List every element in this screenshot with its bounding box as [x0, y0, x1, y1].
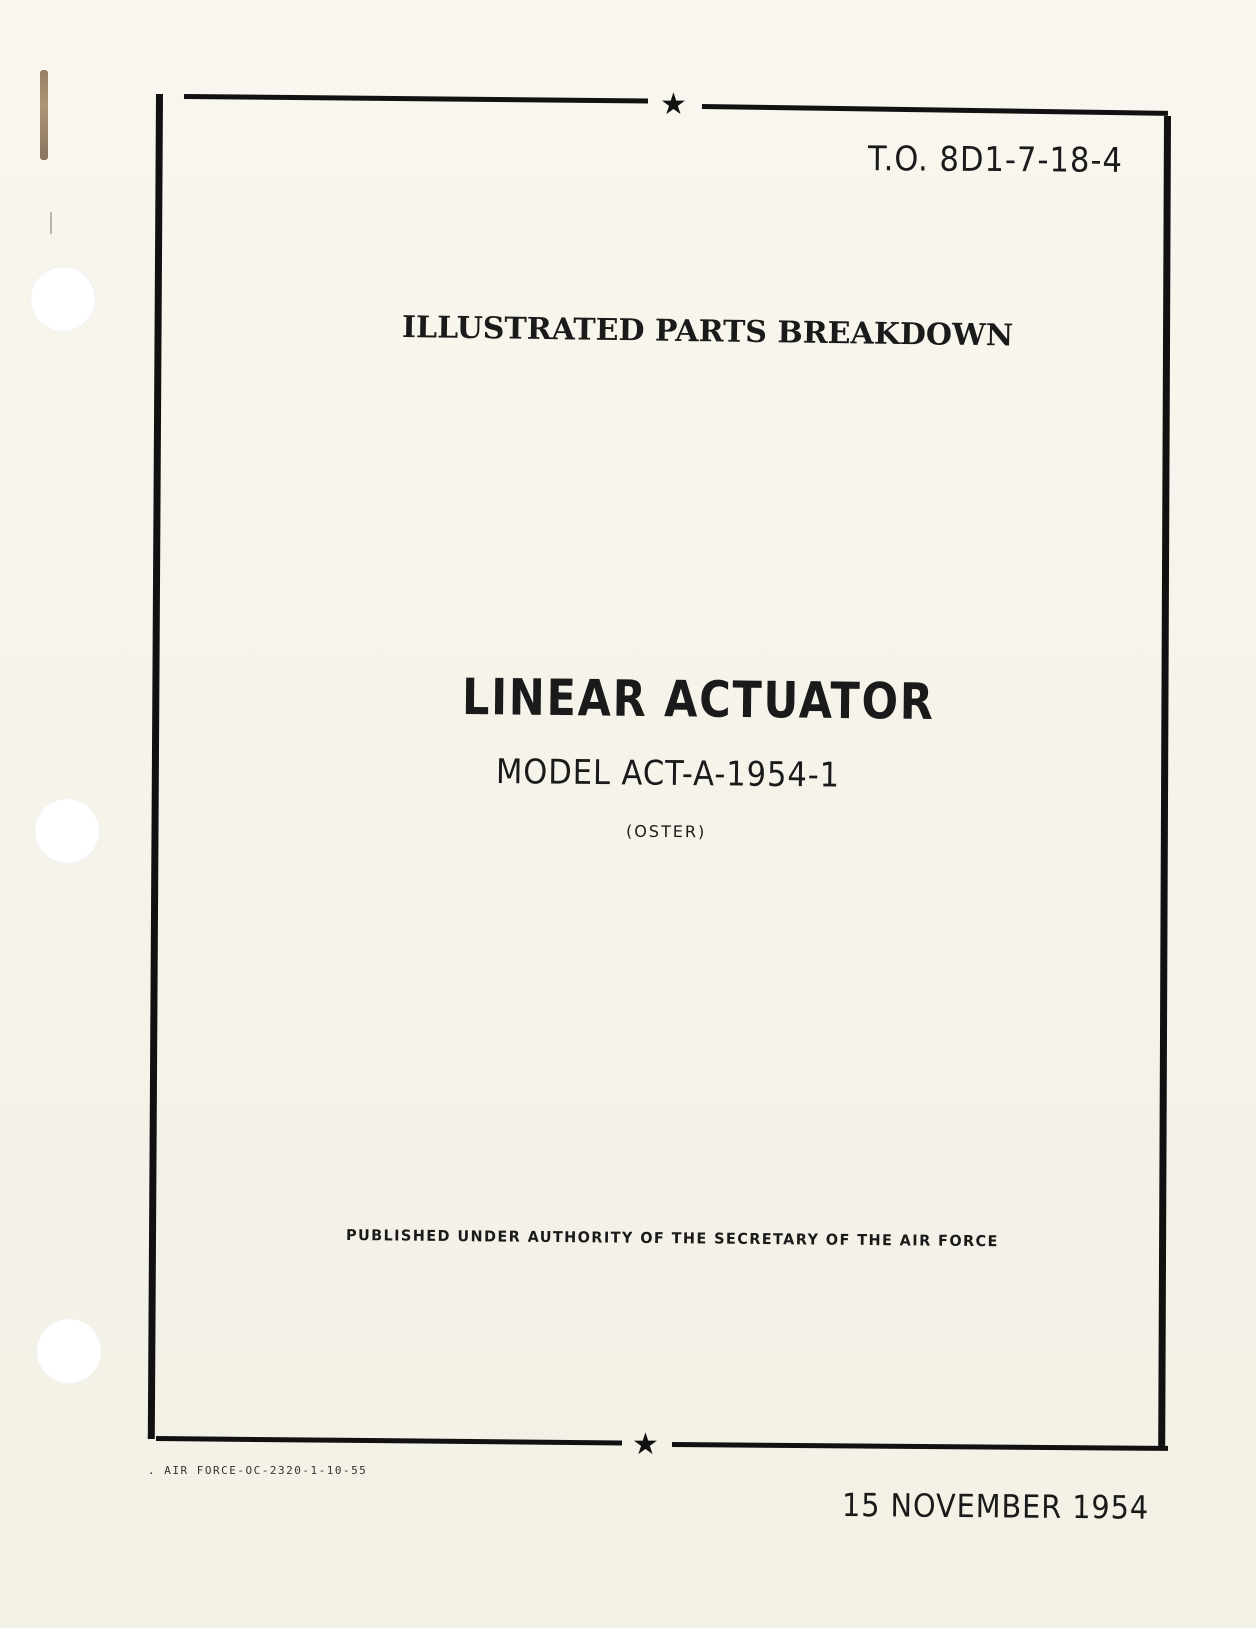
frame-bottom-border-right: [672, 1442, 1168, 1451]
punch-hole-middle: [34, 798, 100, 864]
frame-left-border: [148, 94, 163, 1439]
frame-bottom-border-left: [156, 1436, 622, 1445]
technical-order-number: T.O. 8D1-7-18-4: [867, 139, 1124, 181]
punch-hole-bottom: [36, 1318, 102, 1384]
star-icon: ★: [632, 1427, 659, 1462]
star-icon: ★: [660, 87, 687, 122]
model-designation: MODEL ACT-A-1954-1: [495, 752, 841, 796]
publication-date: 15 NOVEMBER 1954: [841, 1486, 1150, 1527]
print-code: . AIR FORCE-OC-2320-1-10-55: [148, 1464, 368, 1477]
authority-statement: PUBLISHED UNDER AUTHORITY OF THE SECRETARY OF THE AIR FORCE: [345, 1226, 999, 1251]
frame-top-border-left: [184, 94, 648, 103]
frame-top-border-right: [702, 104, 1168, 116]
edge-mark: [50, 212, 52, 234]
manufacturer-name: (OSTER): [625, 821, 707, 842]
frame-right-border: [1158, 116, 1171, 1448]
edge-stain: [40, 70, 48, 160]
page-title: LINEAR ACTUATOR: [461, 668, 935, 731]
document-type-heading: ILLUSTRATED PARTS BREAKDOWN: [401, 310, 1014, 354]
punch-hole-top: [30, 266, 96, 332]
